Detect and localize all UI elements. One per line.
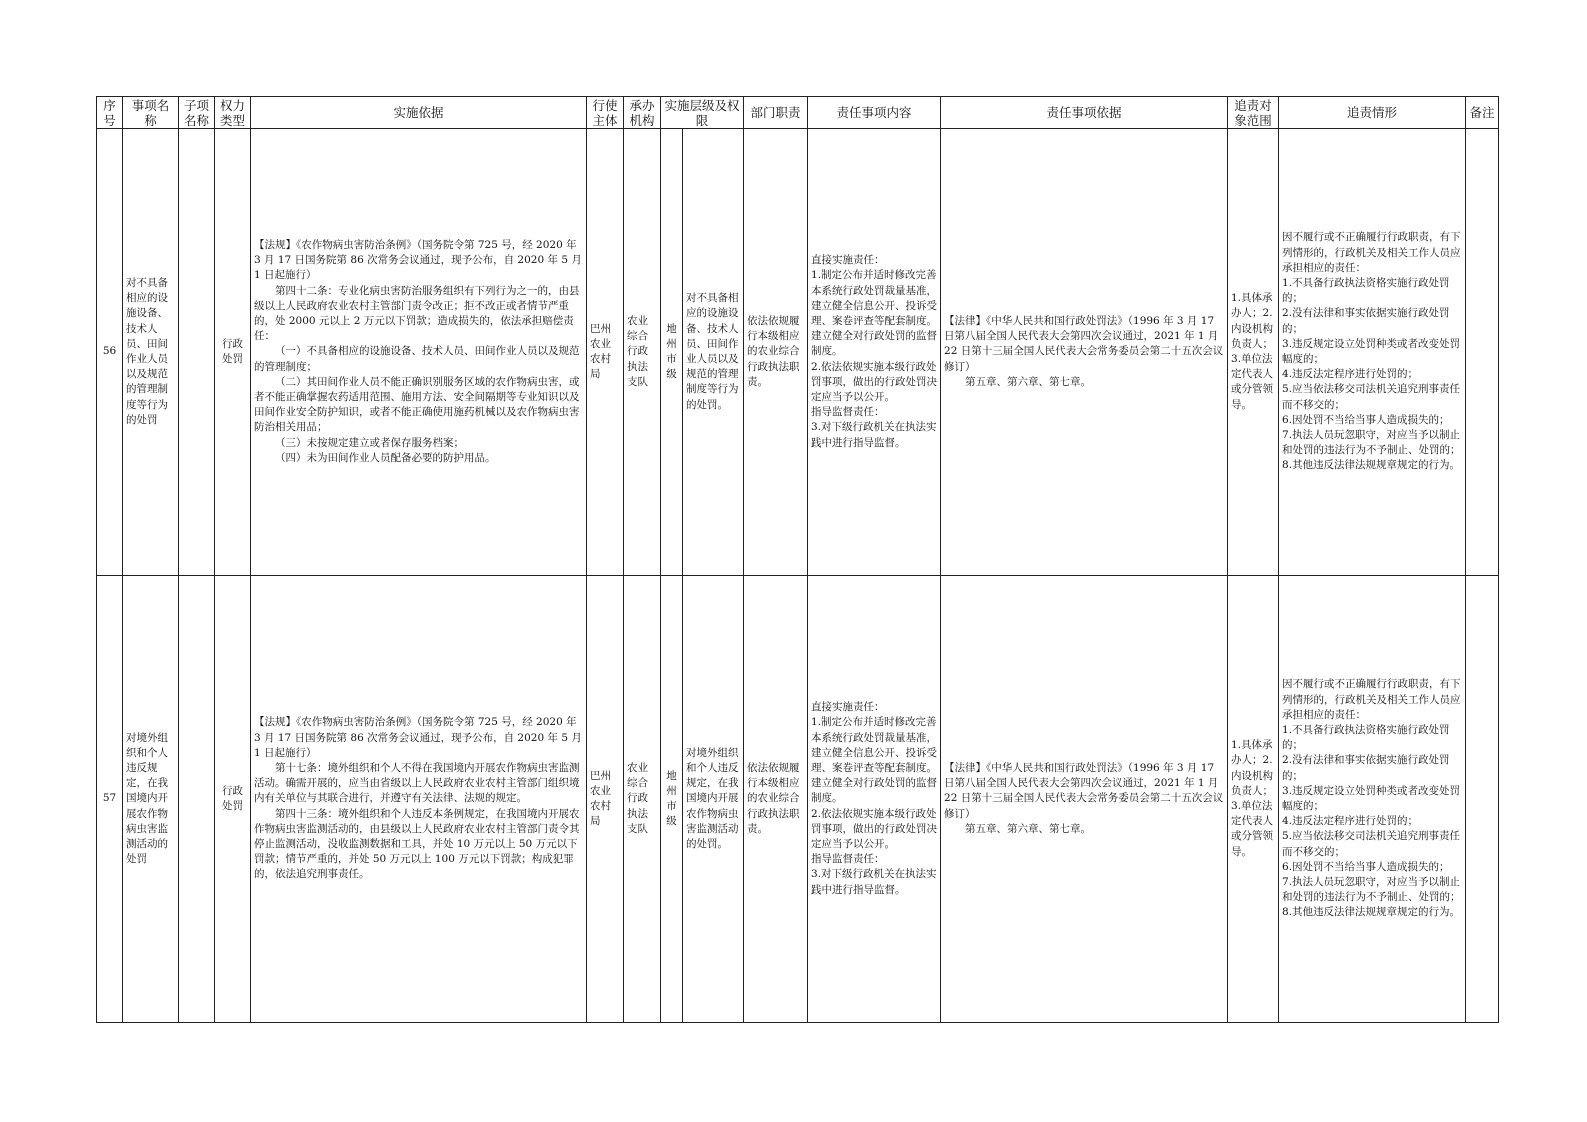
header-acc-scope: 追责对象范围 <box>1228 97 1279 129</box>
cell-power-type: 行政处罚 <box>215 129 251 576</box>
basis-paragraph: （四）未为田间作业人员配备必要的防护用品。 <box>275 451 496 464</box>
cell-subject: 巴州农业农村局 <box>587 129 624 576</box>
basis-paragraph: 【法规】《农作物病虫害防治条例》（国务院令第 725 号，经 2020 年 3 月 17 日国务院第 86 次常务会议通过，现予公布，自 2020 年 5 月 1 日起施行） <box>254 238 582 282</box>
situation-line: 6.因处罚不当给当事人造成损失的； <box>1282 860 1450 873</box>
header-item-name: 事项名称 <box>123 97 179 129</box>
cell-basis <box>251 129 587 576</box>
cell-acc-scope: 1.具体承办人；2.内设机构负责人；3.单位法定代表人或分管领导。 <box>1228 576 1279 1023</box>
cell-dept-duty: 依法依规履行本级相应的农业综合行政执法职责。 <box>744 129 808 576</box>
table-row <box>97 576 1499 1023</box>
situation-line: 8.其他违反法律法规规章规定的行为。 <box>1282 906 1461 919</box>
situation-line: 4.违反法定程序进行处罚的； <box>1282 815 1419 828</box>
cell-authority: 对不具备相应的设施设备、技术人员、田间作业人员以及规范的管理制度等行为的处罚。 <box>683 129 744 576</box>
resp-basis-line: 【法律】《中华人民共和国行政处罚法》（1996 年 3 月 17 日第八届全国人民代表大会第四次会议通过，2021 年 1 月 22 日第十三届全国人民代表大会常务委员会第二十五次会议修订） <box>944 314 1224 373</box>
situation-line: 7.执法人员玩忽职守，对应当予以制止和处罚的违法行为不予制止、处罚的； <box>1282 876 1461 904</box>
cell-org: 农业综合行政执法支队 <box>624 129 661 576</box>
situation-line: 因不履行或不正确履行行政职责，有下列情形的，行政机关及相关工作人员应承担相应的责任： <box>1282 678 1461 721</box>
cell-acc-situation <box>1279 129 1466 576</box>
header-level: 实施层级及权限 <box>661 97 744 129</box>
header-power-type: 权力类型 <box>215 97 251 129</box>
cell-authority: 对境外组织和个人违反规定，在我国境内开展农作物病虫害监测活动的处罚。 <box>683 576 744 1023</box>
basis-paragraph: 第四十二条：专业化病虫害防治服务组织有下列行为之一的，由县级以上人民政府农业农村主管部门责令改正；拒不改正或者情节严重的，处 2000 元以上 2 万元以下罚款；造成损失的，依法承担赔偿责任： <box>254 284 580 343</box>
cell-basis <box>251 576 587 1023</box>
situation-line: 1.不具备行政执法资格实施行政处罚的； <box>1282 276 1450 305</box>
resp-line: 1.制定公布并适时修改完善本系统行政处罚裁量基准，建立健全信息公开、投诉受理、案卷评查等配套制度。建立健全对行政处罚的监督制度。 <box>811 269 938 358</box>
resp-line: 3.对下级行政机关在执法实践中进行指导监督。 <box>811 421 937 449</box>
table-header <box>97 97 1499 129</box>
situation-line: 3.违反规定设立处罚种类或者改变处罚幅度的； <box>1282 337 1461 365</box>
situation-line: 7.执法人员玩忽职守，对应当予以制止和处罚的违法行为不予制止、处罚的； <box>1282 429 1461 457</box>
situation-line: 2.没有法律和事实依据实施行政处罚的； <box>1282 307 1450 335</box>
header-remark: 备注 <box>1466 97 1499 129</box>
resp-line: 指导监督责任： <box>811 406 885 419</box>
header-sub-name: 子项名称 <box>179 97 215 129</box>
cell-org: 农业综合行政执法支队 <box>624 576 661 1023</box>
cell-sub-name <box>179 129 215 576</box>
table-row <box>97 129 1499 576</box>
cell-resp-content <box>808 129 941 576</box>
situation-line: 5.应当依法移交司法机关追究刑事责任而不移交的； <box>1282 830 1461 858</box>
situation-line: 5.应当依法移交司法机关追究刑事责任而不移交的； <box>1282 383 1461 411</box>
header-org: 承办机构 <box>624 97 661 129</box>
cell-seq: 57 <box>97 576 123 1023</box>
resp-line: 3.对下级行政机关在执法实践中进行指导监督。 <box>811 868 937 896</box>
cell-item-name: 对境外组织和个人违反规定，在我国境内开展农作物病虫害监测活动的处罚 <box>123 576 179 1023</box>
resp-line: 指导监督责任： <box>811 853 885 866</box>
cell-resp-content <box>808 576 941 1023</box>
situation-line: 1.不具备行政执法资格实施行政处罚的； <box>1282 723 1450 752</box>
resp-line: 1.制定公布并适时修改完善本系统行政处罚裁量基准，建立健全信息公开、投诉受理、案卷评查等配套制度。建立健全对行政处罚的监督制度。 <box>811 716 938 805</box>
header-subject: 行使主体 <box>587 97 624 129</box>
resp-basis-line: 第五章、第六章、第七章。 <box>965 822 1092 835</box>
resp-basis-line: 【法律】《中华人民共和国行政处罚法》（1996 年 3 月 17 日第八届全国人民代表大会第四次会议通过，2021 年 1 月 22 日第十三届全国人民代表大会常务委员会第二十五次会议修订） <box>944 761 1224 820</box>
cell-power-type: 行政处罚 <box>215 576 251 1023</box>
basis-paragraph: 【法规】《农作物病虫害防治条例》（国务院令第 725 号，经 2020 年 3 月 17 日国务院第 86 次常务会议通过，现予公布，自 2020 年 5 月 1 日起施行） <box>254 716 582 759</box>
header-seq: 序号 <box>97 97 123 129</box>
cell-acc-scope: 1.具体承办人；2.内设机构负责人；3.单位法定代表人或分管领导。 <box>1228 129 1279 576</box>
cell-remark <box>1466 576 1499 1023</box>
resp-line: 2.依法依规实施本级行政处罚事项，做出的行政处罚决定应当予以公开。 <box>811 807 938 850</box>
header-basis: 实施依据 <box>251 97 587 129</box>
cell-resp-basis <box>941 576 1228 1023</box>
basis-paragraph: （一）不具备相应的设施设备、技术人员、田间作业人员以及规范的管理制度； <box>254 345 580 373</box>
basis-paragraph: （二）其田间作业人员不能正确识别服务区域的农作物病虫害，或者不能正确掌握农药适用范围、施用方法、安全间隔期等专业知识以及田间作业安全防护知识，或者不能正确使用施药机械以及农作物病虫害防治相关用品； <box>254 375 580 434</box>
cell-dept-duty: 依法依规履行本级相应的农业综合行政执法职责。 <box>744 576 808 1023</box>
cell-level: 地州市级 <box>661 576 683 1023</box>
power-list-table <box>96 96 1499 1023</box>
cell-level: 地州市级 <box>661 129 683 576</box>
situation-line: 6.因处罚不当给当事人造成损失的； <box>1282 413 1450 426</box>
header-dept-duty: 部门职责 <box>744 97 808 129</box>
situation-line: 3.违反规定设立处罚种类或者改变处罚幅度的； <box>1282 784 1461 812</box>
cell-sub-name <box>179 576 215 1023</box>
resp-line: 直接实施责任： <box>811 254 885 267</box>
cell-resp-basis <box>941 129 1228 576</box>
basis-paragraph: 第四十三条：境外组织和个人违反本条例规定，在我国境内开展农作物病虫害监测活动的，由县级以上人民政府农业农村主管部门责令其停止监测活动，没收监测数据和工具，并处 10 万元以上 50 万元以下罚款；情节严重的，并处 50 万元以上 100 万元以下罚款；构成犯罪的，依法追究刑事责任。 <box>254 807 580 881</box>
situation-line: 2.没有法律和事实依据实施行政处罚的； <box>1282 754 1450 782</box>
cell-acc-situation <box>1279 576 1466 1023</box>
situation-line: 4.违反法定程序进行处罚的； <box>1282 368 1419 381</box>
resp-line: 2.依法依规实施本级行政处罚事项，做出的行政处罚决定应当予以公开。 <box>811 360 938 403</box>
cell-item-name: 对不具备相应的设施设备、技术人员、田间作业人员以及规范的管理制度等行为的处罚 <box>123 129 179 576</box>
cell-remark <box>1466 129 1499 576</box>
cell-seq: 56 <box>97 129 123 576</box>
header-resp-basis: 责任事项依据 <box>941 97 1228 129</box>
situation-line: 因不履行或不正确履行行政职责，有下列情形的，行政机关及相关工作人员应承担相应的责任： <box>1282 231 1461 274</box>
basis-paragraph: （三）未按规定建立或者保存服务档案； <box>275 436 464 449</box>
resp-line: 直接实施责任： <box>811 701 885 714</box>
header-acc-situation: 追责情形 <box>1279 97 1466 129</box>
basis-paragraph: 第十七条：境外组织和个人不得在我国境内开展农作物病虫害监测活动。确需开展的，应当由省级以上人民政府农业农村主管部门组织境内有关单位与其联合进行，并遵守有关法律、法规的规定。 <box>254 761 580 805</box>
resp-basis-line: 第五章、第六章、第七章。 <box>965 375 1092 388</box>
cell-subject: 巴州农业农村局 <box>587 576 624 1023</box>
situation-line: 8.其他违反法律法规规章规定的行为。 <box>1282 459 1461 472</box>
header-resp-content: 责任事项内容 <box>808 97 941 129</box>
